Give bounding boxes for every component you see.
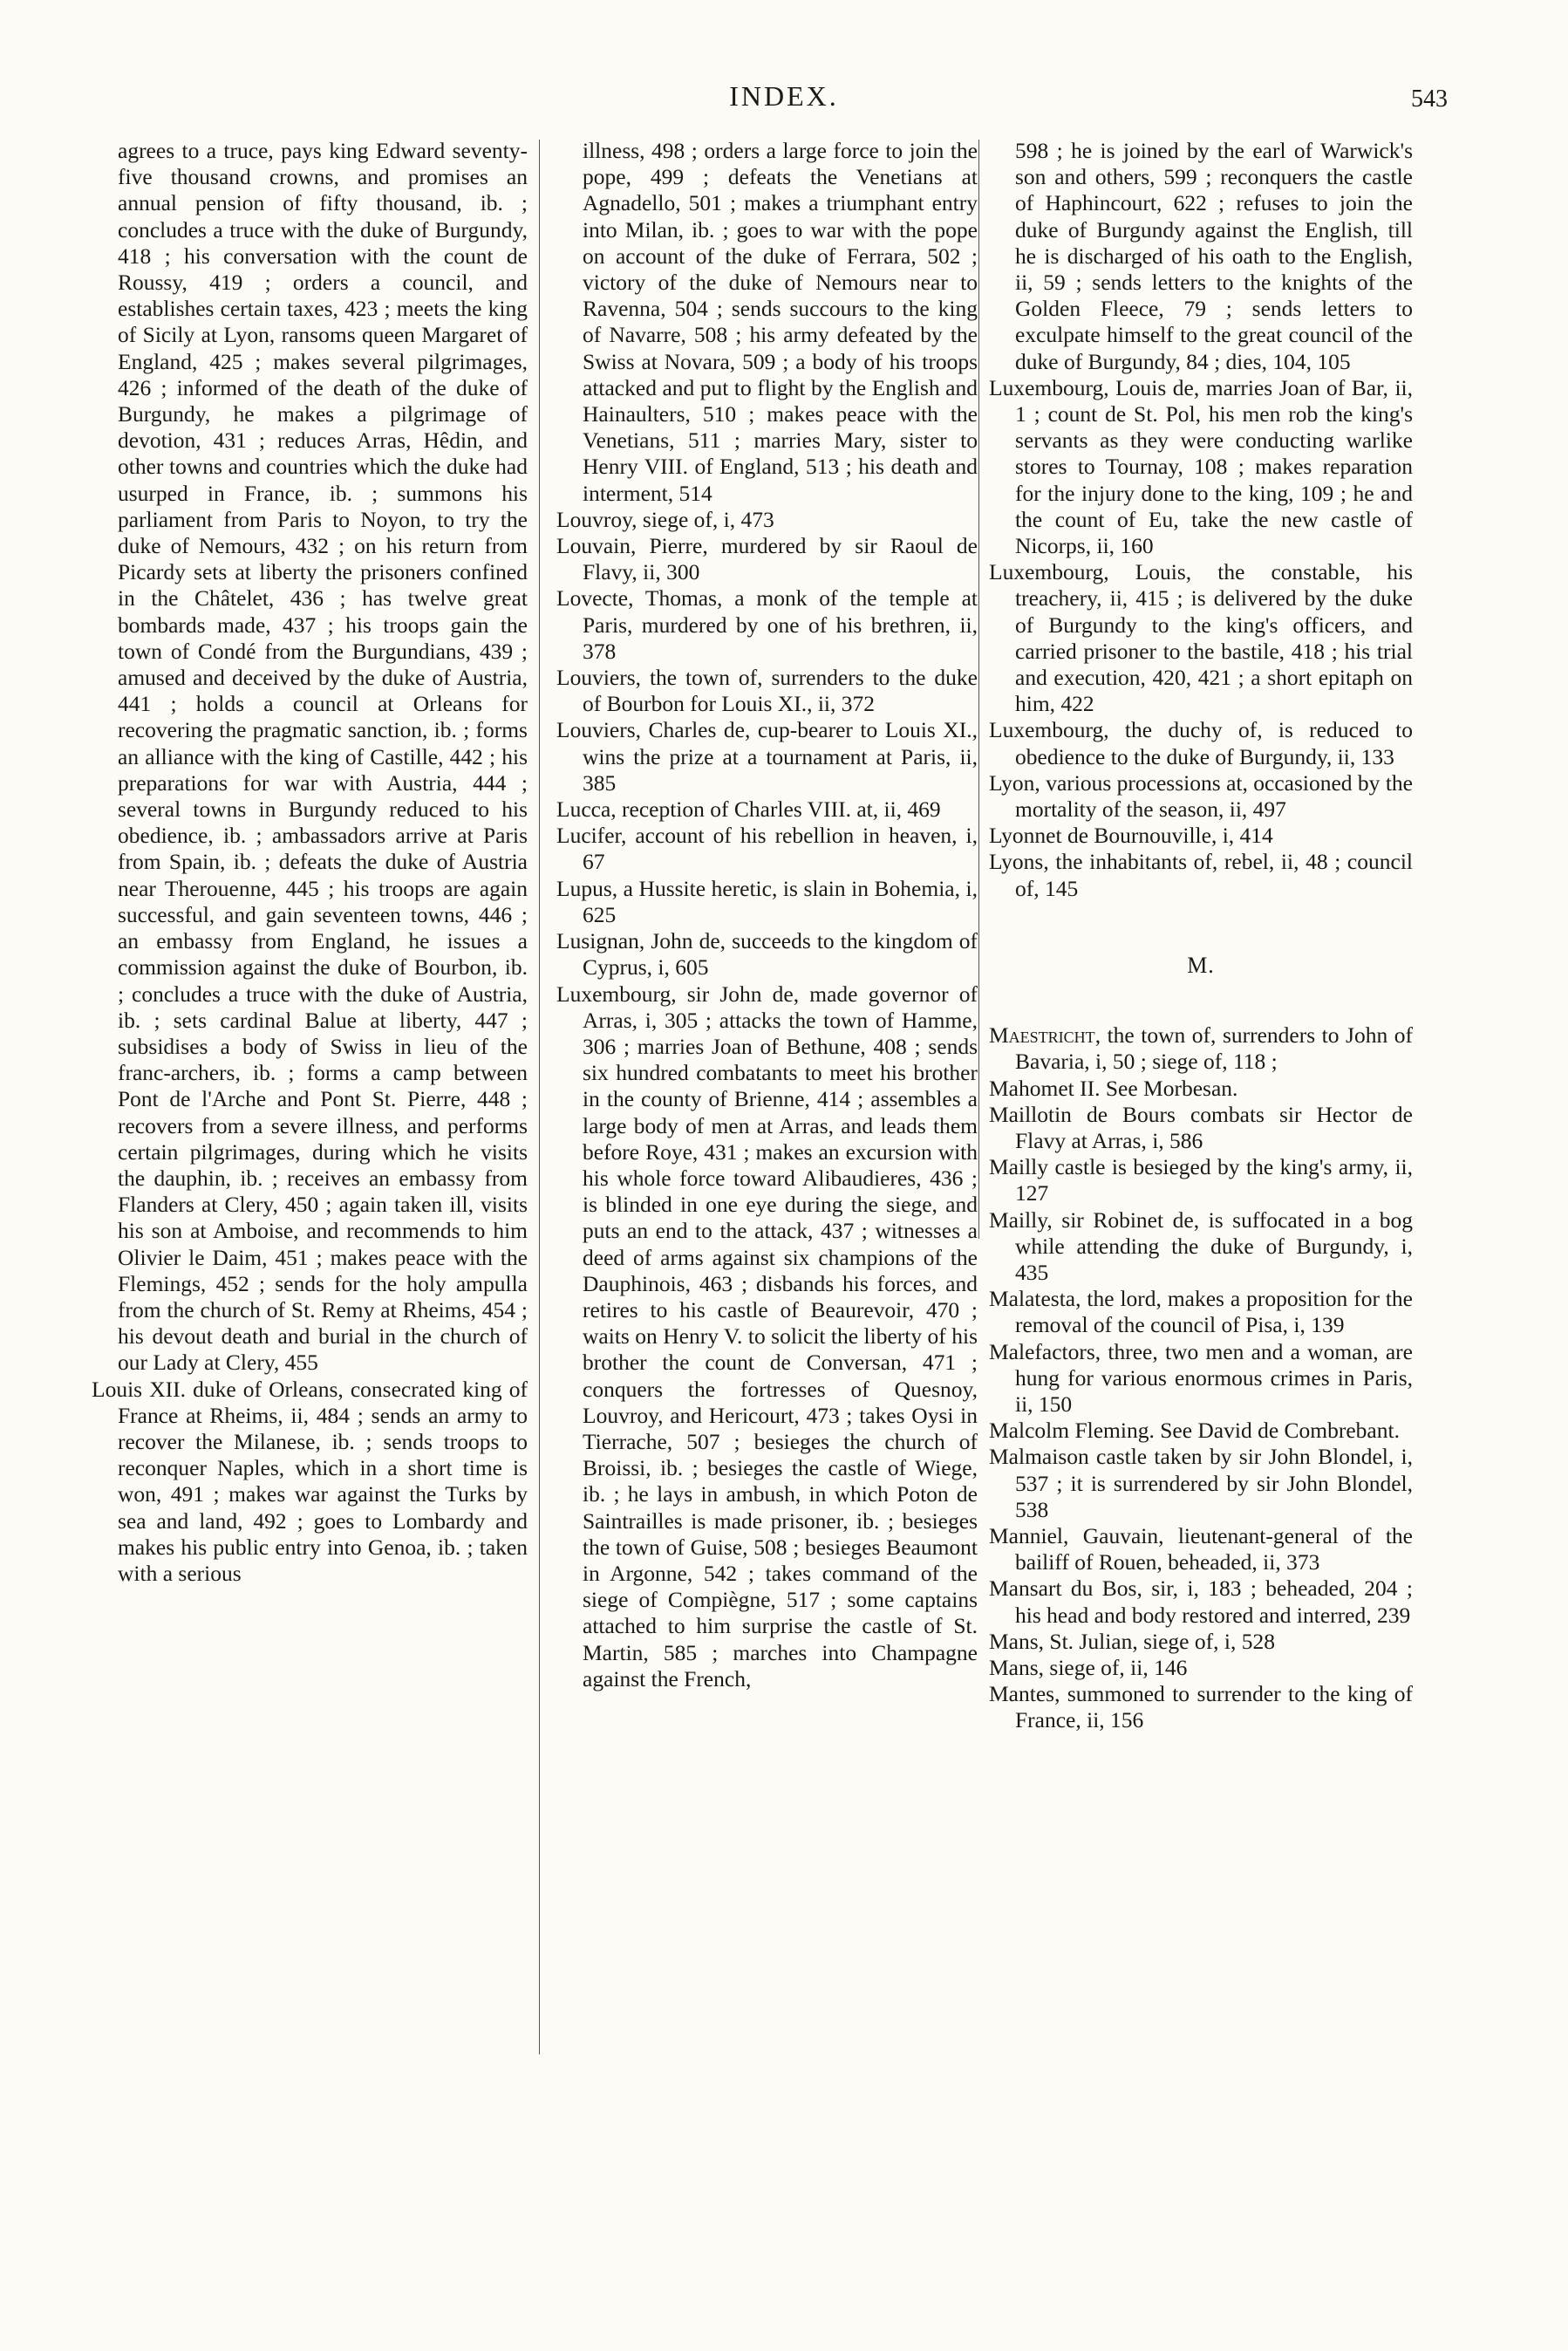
index-column-3 (989, 138, 1413, 1734)
index-entry: Lucifer, account of his rebellion in heaven, i, 67 (556, 823, 978, 875)
index-entry: Lyonnet de Bournouville, i, 414 (989, 823, 1273, 849)
index-entry: Maillotin de Bours combats sir Hector de Flavy at Arras, i, 586 (989, 1101, 1413, 1153)
column-divider (978, 140, 979, 1239)
index-entry: Mans, St. Julian, siege of, i, 528 (989, 1628, 1275, 1654)
index-entry: Mailly castle is besieged by the king's army, ii, 127 (989, 1154, 1413, 1206)
index-entry: Luxembourg, the duchy of, is reduced to obedience to the duke of Burgundy, ii, 133 (989, 717, 1413, 769)
index-entry: Lucca, reception of Charles VIII. at, ii, 469 (556, 796, 941, 823)
index-entry: Mans, siege of, ii, 146 (989, 1654, 1188, 1680)
index-entry: Lovecte, Thomas, a monk of the temple at Paris, murdered by one of his brethren, ii, 378 (556, 585, 978, 664)
index-column-1 (92, 138, 528, 1587)
index-entry: Lusignan, John de, succeeds to the kingdom of Cyprus, i, 605 (556, 928, 978, 981)
index-entry: Lyon, various processions at, occasioned by the mortality of the season, ii, 497 (989, 769, 1413, 823)
index-entry: Mahomet II. See Morbesan. (989, 1075, 1238, 1101)
index-entry: illness, 498 ; orders a large force to join the pope, 499 ; defeats the Venetians at Agnadello, 501 ; makes a triumphant entry into Milan, ib. ; goes to war with the pope on account of the duke of Ferrara, 502 ; victory of the duke of Nemours near to Ravenna, 504 ; sends succours to the king of Navarre, 508 ; his army defeated by the Swiss at Novara, 509 ; a body of his troops attacked and put to flight by the English and Hainaulters, 510 ; makes peace with the Venetians, 511 ; marries Mary, sister to Henry VIII. of England, 513 ; his death and interment, 514 (583, 138, 978, 506)
index-entry: agrees to a truce, pays king Edward seventy-five thousand crowns, and promises an annual pension of fifty thousand, ib. ; concludes a truce with the duke of Burgundy, 418 ; his conversation with the count de Roussy, 419 ; orders a council, and establishes certain taxes, 423 ; meets the king of Sicily at Lyon, ransoms queen Margaret of England, 425 ; makes several pilgrimages, 426 ; informed of the death of the duke of Burgundy, he makes a pilgrimage of devotion, 431 ; reduces Arras, Hêdin, and other towns and countries which the duke had usurped in France, ib. ; summons his parliament from Paris to Noyon, to try the duke of Nemours, 432 ; on his return from Picardy sets at liberty the prisoners confined in the Châtelet, 436 ; has twelve great bombards made, 437 ; his troops gain the town of Condé from the Burgundians, 439 ; amused and deceived by the duke of Austria, 441 ; holds a council at Orleans for recovering the pragmatic sanction, ib. ; forms an alliance with the king of Castille, 442 ; his preparations for war with Austria, 444 ; several towns in Burgundy reduced to his obedience, ib. ; ambassadors arrive at Paris from Spain, ib. ; defeats the duke of Austria near Therouenne, 445 ; his troops are again successful, and gain seventeen towns, 446 ; an embassy from England, he issues a commission against the duke of Bourbon, ib. ; concludes a truce with the duke of Austria, ib. ; sets cardinal Balue at liberty, 447 ; subsidises a body of Swiss in lieu of the franc-archers, ib. ; forms a camp between Pont de l'Arche and Pont St. Pierre, 448 ; recovers from a severe illness, and performs certain pilgrimages, during which he visits the dauphin, ib. ; receives an embassy from Flanders at Clery, 450 ; again taken ill, visits his son at Amboise, and recommends to him Olivier le Daim, 451 ; makes peace with the Flemings, 452 ; sends for the holy ampulla from the church of St. Remy at Rheims, 454 ; his devout death and burial in the church of our Lady at Clery, 455 (118, 138, 528, 1376)
index-entry: Mantes, summoned to surrender to the king of France, ii, 156 (989, 1681, 1413, 1733)
index-entry: Mailly, sir Robinet de, is suffocated in a bog while attending the duke of Burgundy, i, 435 (989, 1206, 1413, 1285)
index-entry: Malmaison castle taken by sir John Blondel, i, 537 ; it is surrendered by sir John Blondel, 538 (989, 1444, 1413, 1522)
index-entry: Lyons, the inhabitants of, rebel, ii, 48 ; council of, 145 (989, 849, 1413, 901)
index-entry: Malcolm Fleming. See David de Combrebant. (989, 1418, 1400, 1444)
index-column-2 (556, 138, 978, 1692)
index-entry: 598 ; he is joined by the earl of Warwick's son and others, 599 ; reconquers the castle of Haphincourt, 622 ; refuses to join the duke of Burgundy against the English, till he is discharged of his oath to the English, ii, 59 ; sends letters to the knights of the Golden Fleece, 79 ; sends letters to exculpate himself to the great council of the duke of Burgundy, 84 ; dies, 104, 105 (1015, 138, 1413, 374)
index-entry: Louviers, Charles de, cup-bearer to Louis XI., wins the prize at a tournament at Paris, ii, 385 (556, 717, 978, 796)
index-entry: Louvroy, siege of, i, 473 (556, 506, 774, 532)
column-divider (539, 140, 540, 2054)
index-entry: Louvain, Pierre, murdered by sir Raoul de Flavy, ii, 300 (556, 533, 978, 585)
index-entry: Malatesta, the lord, makes a proposition for the removal of the council of Pisa, i, 139 (989, 1286, 1413, 1338)
index-entry: Mansart du Bos, sir, i, 183 ; beheaded, 204 ; his head and body restored and interred, 239 (989, 1575, 1413, 1628)
page-title: INDEX. (729, 80, 839, 112)
index-entry: Lupus, a Hussite heretic, is slain in Bohemia, i, 625 (556, 875, 978, 927)
index-entry (989, 1022, 1413, 1075)
section-heading-m: M. (1187, 952, 1215, 978)
index-entry: Manniel, Gauvain, lieutenant-general of the bailiff of Rouen, beheaded, ii, 373 (989, 1522, 1413, 1575)
index-entry: Luxembourg, Louis de, marries Joan of Bar, ii, 1 ; count de St. Pol, his men rob the king's servants as they were conducting warlike stores to Tournay, 108 ; makes reparation for the injury done to the king, 109 ; he and the count of Eu, take the new castle of Nicorps, ii, 160 (989, 374, 1413, 559)
index-entry: Louviers, the town of, surrenders to the duke of Bourbon for Louis XI., ii, 372 (556, 665, 978, 717)
page-number: 543 (1411, 85, 1448, 113)
index-entry: Luxembourg, sir John de, made governor of Arras, i, 305 ; attacks the town of Hamme, 306 ; marries Joan of Bethune, 408 ; sends six hundred combatants to meet his brother in the county of Brienne, 414 ; assembles a large body of men at Arras, and leads them before Roye, 431 ; makes an excursion with his whole force toward Alibaudieres, 436 ; is blinded in one eye during the siege, and puts an end to the attack, 437 ; witnesses a deed of arms against six champions of the Dauphinois, 463 ; disbands his forces, and retires to his castle of Beaurevoir, 470 ; waits on Henry V. to solicit the liberty of his brother the count de Conversan, 471 ; conquers the fortresses of Quesnoy, Louvroy, and Hericourt, 473 ; takes Oysi in Tierrache, 507 ; besieges the church of Broissi, ib. ; besieges the castle of Wiege, ib. ; he lays in ambush, in which Poton de Saintrailles is made prisoner, ib. ; besieges the town of Guise, 508 ; besieges Beaumont in Argonne, 542 ; takes command of the siege of Compiègne, 517 ; some captains attached to him surprise the castle of St. Martin, 585 ; marches into Champagne against the French, (556, 981, 978, 1691)
entry-lead: Maestricht (989, 1022, 1095, 1049)
index-entry: Malefactors, three, two men and a woman, are hung for various enormous crimes in Paris, ii, 150 (989, 1338, 1413, 1417)
entry-text: , the town of, surrenders to John of Bavaria, i, 50 ; siege of, 118 ; (1015, 1022, 1413, 1075)
index-entry: Luxembourg, Louis, the constable, his treachery, ii, 415 ; is delivered by the duke of Burgundy to the king's officers, and carried prisoner to the bastile, 418 ; his trial and execution, 420, 421 ; a short epitaph on him, 422 (989, 559, 1413, 717)
index-entry: Louis XII. duke of Orleans, consecrated king of France at Rheims, ii, 484 ; sends an army to recover the Milanese, ib. ; sends troops to reconquer Naples, which in a short time is won, 491 ; makes war against the Turks by sea and land, 492 ; goes to Lombardy and makes his public entry into Genoa, ib. ; taken with a serious (92, 1376, 528, 1586)
